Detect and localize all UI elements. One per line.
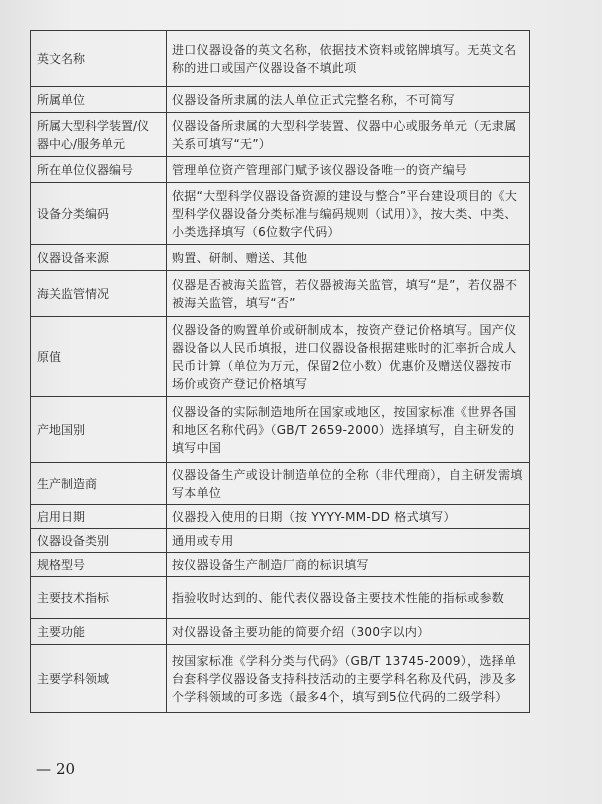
table-row: [31, 529, 530, 553]
field-description: 购置、研制、赠送、其他: [167, 245, 530, 271]
field-label: 主要学科领域: [31, 645, 167, 713]
field-label: 主要技术指标: [31, 577, 167, 619]
field-label: 仪器设备来源: [31, 245, 167, 271]
field-description: 按国家标准《学科分类与代码》（GB/T 13745-2009），选择单台套科学仪器设备支持科技活动的主要学科名称及代码，涉及多个学科领域的可多选（最多4个，填写到5位代码的二级学科）: [167, 645, 530, 713]
page-number: — 20: [36, 760, 76, 778]
table-row: [31, 317, 530, 397]
field-label: 所属单位: [31, 87, 167, 113]
field-description: 按仪器设备生产制造厂商的标识填写: [167, 553, 530, 577]
table-row: [31, 183, 530, 245]
table-row: [31, 271, 530, 317]
field-description: 通用或专用: [167, 529, 530, 553]
field-label: 启用日期: [31, 505, 167, 529]
field-description: 仪器设备的实际制造地所在国家或地区，按国家标准《世界各国和地区名称代码》（GB/T 2659-2000）选择填写，自主研发的填写中国: [167, 397, 530, 463]
field-label: 生产制造商: [31, 463, 167, 505]
field-description: 管理单位资产管理部门赋予该仪器设备唯一的资产编号: [167, 157, 530, 183]
table-row: [31, 397, 530, 463]
field-label: 原值: [31, 317, 167, 397]
field-description: 对仪器设备主要功能的简要介绍（300字以内）: [167, 619, 530, 645]
table-row: [31, 31, 530, 87]
table-row: [31, 553, 530, 577]
field-label: 所属大型科学装置/仪器中心/服务单元: [31, 113, 167, 157]
table-row: [31, 645, 530, 713]
field-description: 仪器设备所隶属的大型科学装置、仪器中心或服务单元（无隶属关系可填写“无”）: [167, 113, 530, 157]
field-definition-table: [30, 30, 530, 713]
field-label: 仪器设备类别: [31, 529, 167, 553]
table-row: [31, 113, 530, 157]
field-description: 仪器投入使用的日期（按 YYYY-MM-DD 格式填写）: [167, 505, 530, 529]
field-description: 进口仪器设备的英文名称，依据技术资料或铭牌填写。无英文名称的进口或国产仪器设备不填此项: [167, 31, 530, 87]
field-description: 指验收时达到的、能代表仪器设备主要技术性能的指标或参数: [167, 577, 530, 619]
field-label: 所在单位仪器编号: [31, 157, 167, 183]
field-label: 英文名称: [31, 31, 167, 87]
field-description: 仪器设备的购置单价或研制成本，按资产登记价格填写。国产仪器设备以人民币填报，进口仪器设备根据建账时的汇率折合成人民币计算（单位为万元，保留2位小数）优惠价及赠送仪器按市场价或资产登记价格填写: [167, 317, 530, 397]
page-number-value: 20: [56, 760, 76, 778]
table-row: [31, 157, 530, 183]
field-description: 仪器设备生产或设计制造单位的全称（非代理商），自主研发需填写本单位: [167, 463, 530, 505]
field-label: 规格型号: [31, 553, 167, 577]
table-row: [31, 505, 530, 529]
table-row: [31, 463, 530, 505]
table-row: [31, 87, 530, 113]
field-label: 设备分类编码: [31, 183, 167, 245]
table-row: [31, 577, 530, 619]
field-label: 主要功能: [31, 619, 167, 645]
field-label: 产地国别: [31, 397, 167, 463]
field-description: 仪器设备所隶属的法人单位正式完整名称，不可简写: [167, 87, 530, 113]
field-description: 仪器是否被海关监管，若仪器被海关监管，填写“是”，若仪器不被海关监管，填写“否”: [167, 271, 530, 317]
field-description: 依据“大型科学仪器设备资源的建设与整合”平台建设项目的《大型科学仪器设备分类标准与编码规则（试用）》，按大类、中类、小类选择填写（6位数字代码）: [167, 183, 530, 245]
table-row: [31, 245, 530, 271]
field-label: 海关监管情况: [31, 271, 167, 317]
table-row: [31, 619, 530, 645]
